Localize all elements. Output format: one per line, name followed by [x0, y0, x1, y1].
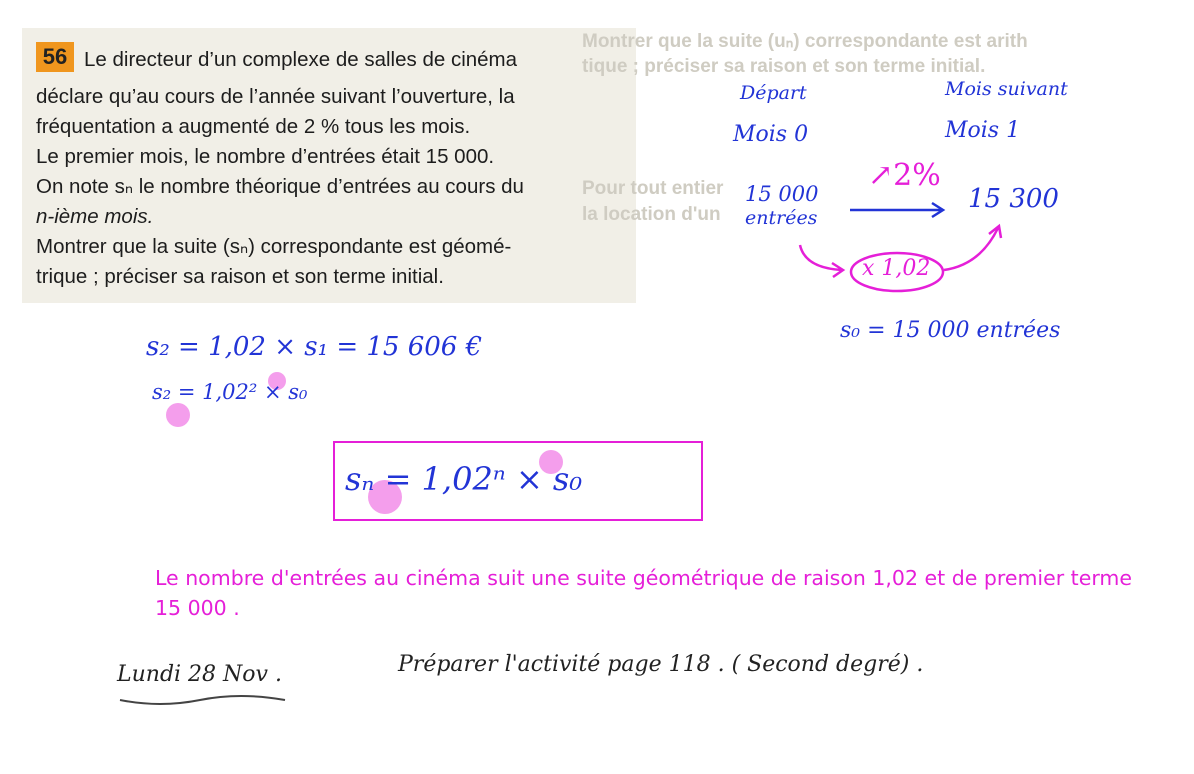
exercise-line: Montrer que la suite (sₙ) correspondante est géomé- — [36, 235, 512, 258]
work-line-2: s₂ = 1,02² × s₀ — [152, 380, 308, 404]
start-value: 15 000 — [745, 182, 819, 206]
start-title: Départ — [740, 82, 807, 104]
exercise-number: 56 — [36, 42, 74, 72]
multiplier-circle — [851, 253, 943, 291]
increase-label: ↗2% — [868, 158, 941, 193]
next-value: 15 300 — [968, 184, 1059, 214]
exercise-line: n-ième mois. — [36, 205, 154, 228]
exercise-line: On note sₙ le nombre théorique d’entrées au cours du — [36, 175, 524, 198]
s0-value: s₀ = 15 000 entrées — [840, 318, 1061, 343]
exercise-line: déclare qu’au cours de l’année suivant l’ouverture, la — [36, 85, 515, 108]
boxed-formula: sₙ = 1,02ⁿ × s₀ — [345, 460, 583, 498]
exercise-line: Le directeur d’un complexe de salles de cinéma — [84, 48, 518, 71]
multiplier-label: x 1,02 — [862, 256, 931, 281]
homework-task: Préparer l'activité page 118 . ( Second degré) . — [398, 652, 924, 677]
exercise-line: trique ; préciser sa raison et son terme initial. — [36, 265, 444, 288]
next-title: Mois suivant — [945, 78, 1068, 100]
start-unit: entrées — [745, 207, 818, 229]
month-0-label: Mois 0 — [733, 122, 809, 147]
work-line-1: s₂ = 1,02 × s₁ = 15 606 € — [146, 332, 483, 362]
exercise-line: fréquentation a augmenté de 2 % tous les mois. — [36, 115, 471, 138]
textbook-excerpt: Montrer que la suite (uₙ) correspondante est arith tique ; préciser sa raison et son terme initial. Pour tout entier la location d'un 56 Le directeur d’un complexe de salles de cinéma déclare qu’au cours de l’année suivant l’ouverture, la fréquentation a augmenté de 2 % tous les mois. Le premier mois, le nombre d’entrées était 15 000. On note sₙ le nombre théorique d’entrées au cours du n-ième mois. Montrer que la suite (sₙ) correspondante est géomé- trique ; préciser sa raison et son terme initial. — [22, 28, 636, 303]
month-1-label: Mois 1 — [945, 118, 1021, 143]
highlight-dot — [166, 403, 190, 427]
exercise-line: Le premier mois, le nombre d’entrées était 15 000. — [36, 145, 495, 168]
homework-date: Lundi 28 Nov . — [117, 662, 282, 687]
conclusion-text: Le nombre d'entrées au cinéma suit une suite géométrique de raison 1,02 et de premier terme 15 000 . — [155, 566, 1132, 620]
date-underline — [120, 696, 285, 704]
